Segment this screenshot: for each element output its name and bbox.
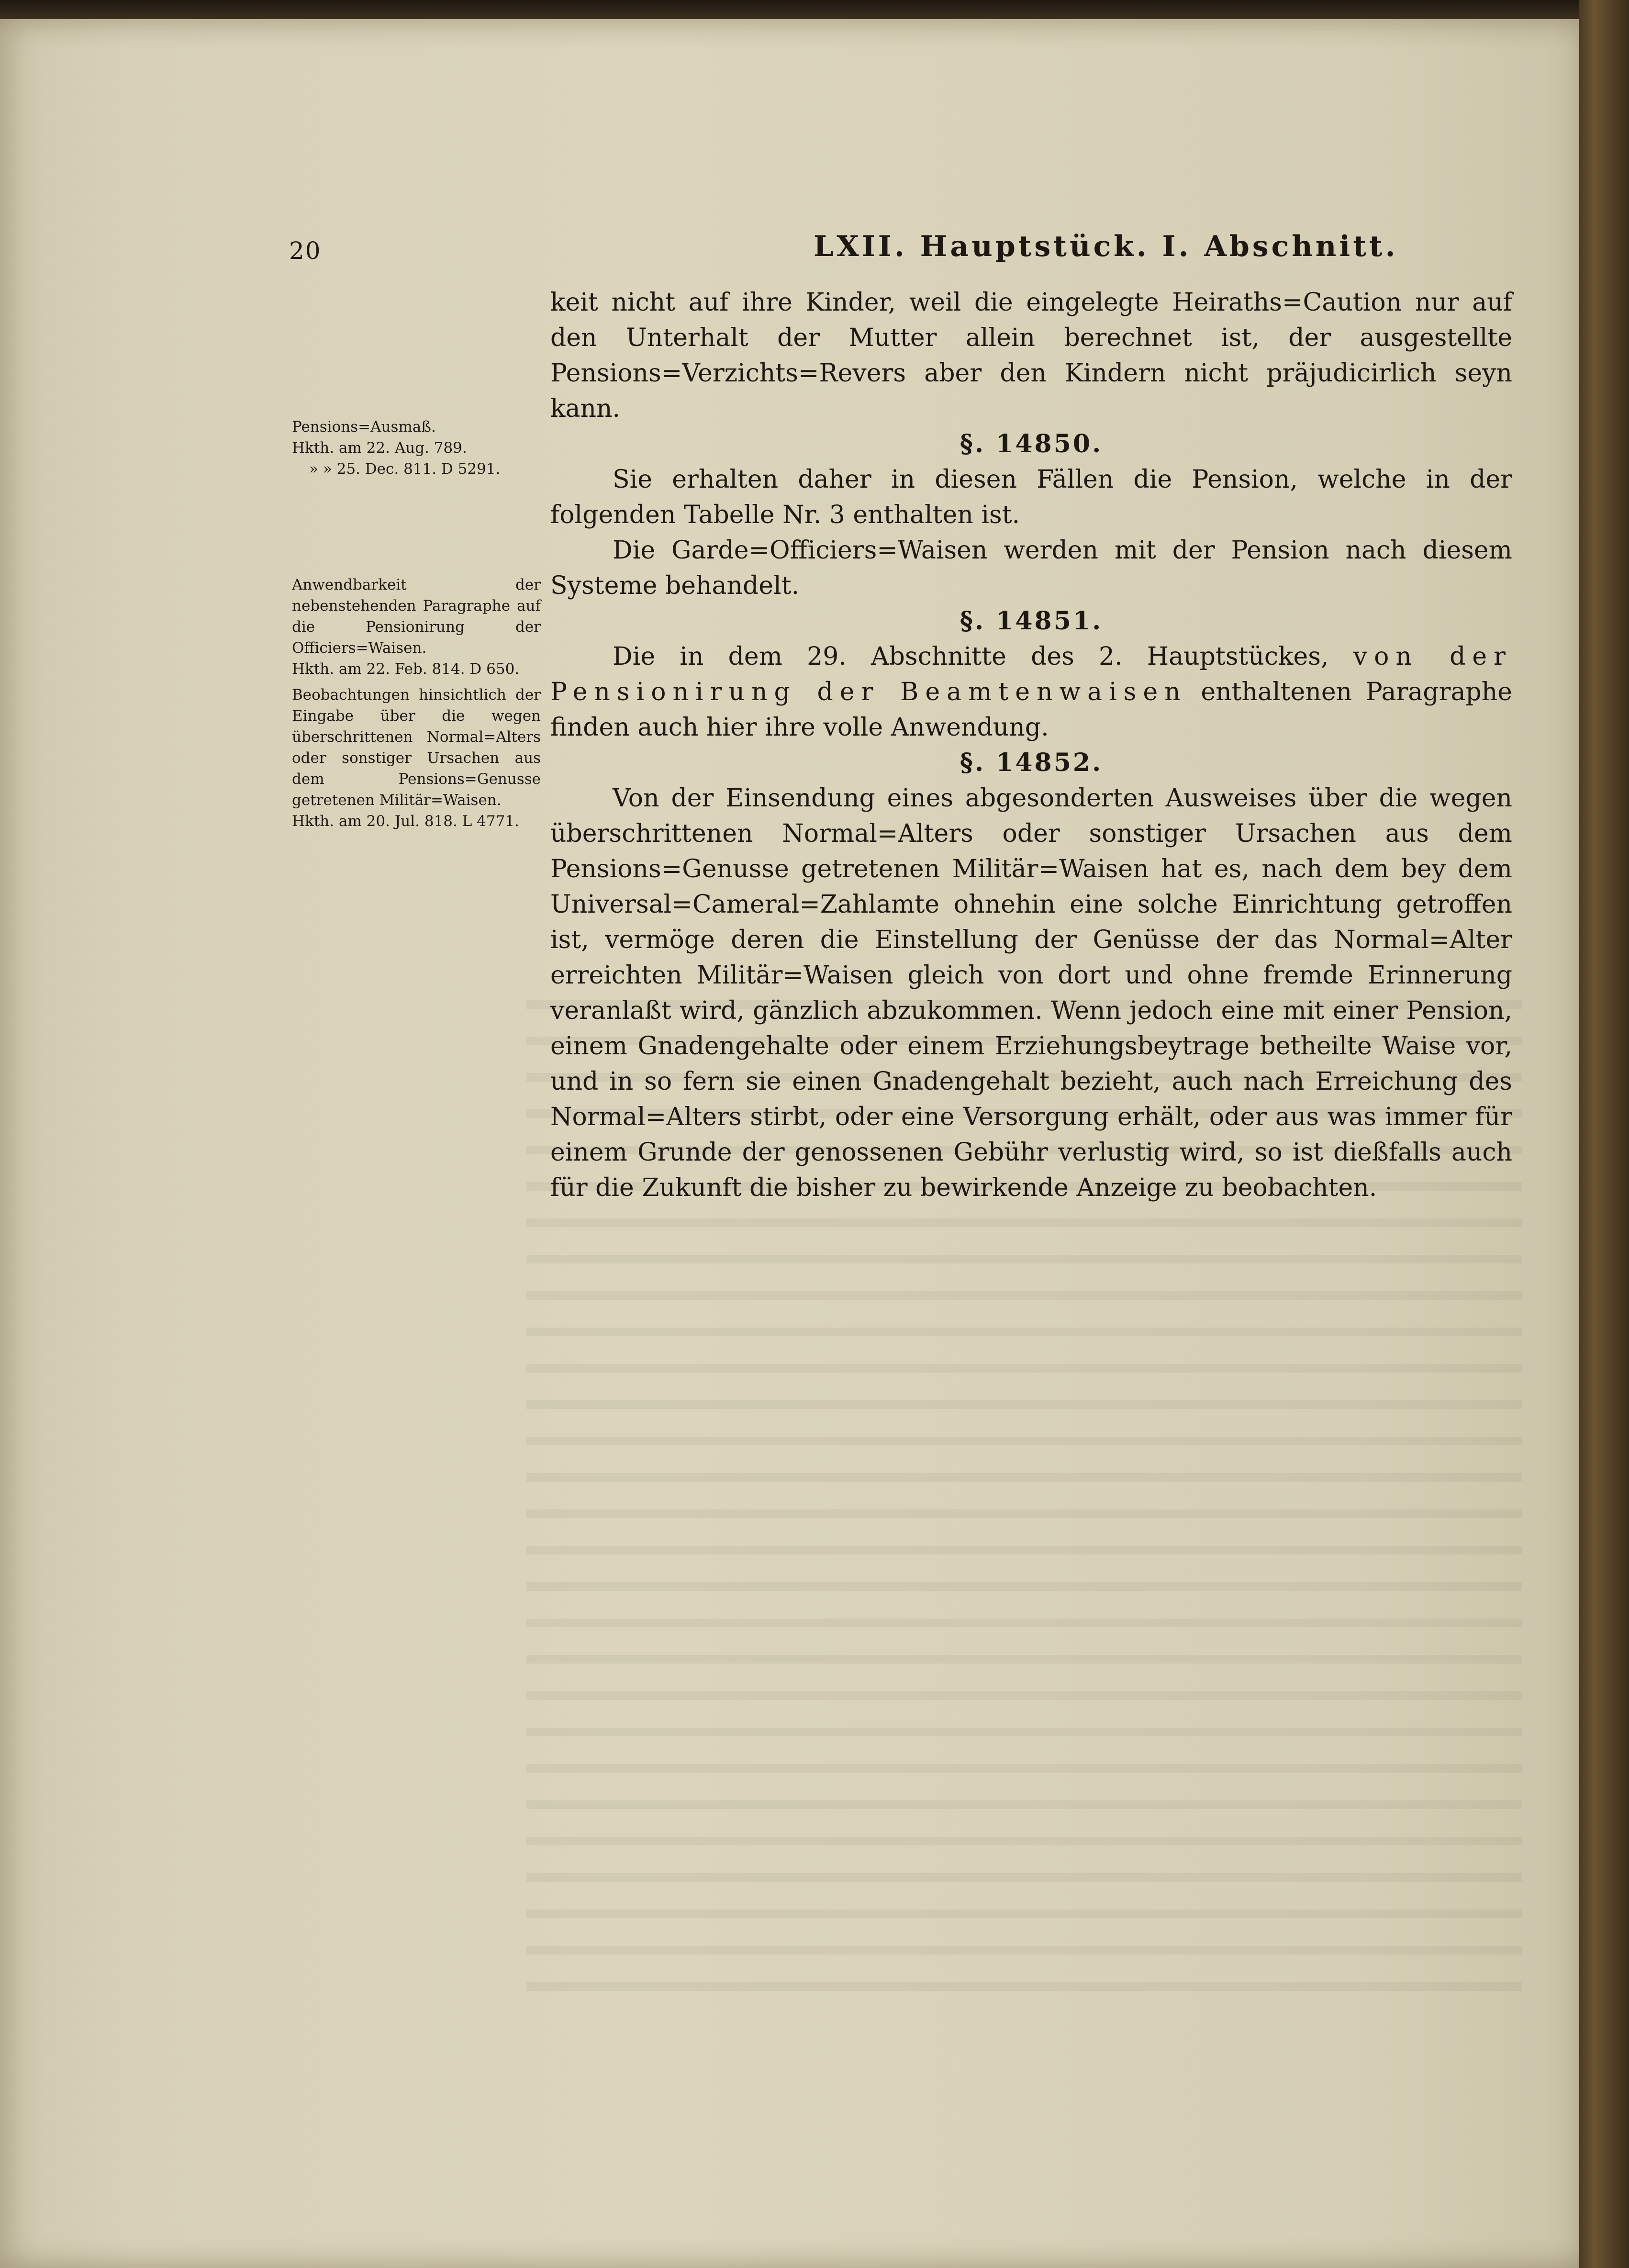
paragraph-4 [550,639,1512,745]
margin-note-1 [292,416,541,480]
margin-note-3-text: Beobachtungen hinsichtlich der Eingabe über die wegen überschrittenen Normal=Alters oder sonstiger Ursachen aus dem Pensions=Genusse getretenen Militär=Waisen. [292,686,541,809]
paragraph-3: Die Garde=Officiers=Waisen werden mit der Pension nach diesem Systeme behandelt. [550,536,1512,600]
page-number: 20 [289,237,322,265]
paragraph-4-part-c: enthaltenen Paragraphe finden auch hier ihre volle Anwendung. [550,678,1512,742]
book-fore-edge [1579,0,1629,2268]
paragraph-2: Sie erhalten daher in diesen Fällen die Pension, welche in der folgenden Tabelle Nr. 3 enthalten ist. [550,465,1512,529]
running-head: LXII. Hauptstück. I. Abschnitt. [814,230,1398,263]
section-heading-14851: §. 14851. [960,606,1103,636]
section-heading-14850: §. 14850. [960,429,1103,458]
margin-note-2 [292,574,541,680]
margin-note-2-text: Anwendbarkeit der nebenstehenden Paragraphe auf die Pensionirung der Officiers=Waisen. [292,576,541,657]
margin-note-1-title: Pensions=Ausmaß. [292,418,436,436]
margin-note-1-ref-2: » » 25. Dec. 811. D 5291. [309,460,501,478]
paper-sheet [0,19,1594,2268]
margin-note-3 [292,684,541,832]
margin-note-2-ref: Hkth. am 22. Feb. 814. D 650. [292,660,520,678]
paragraph-5: Von der Einsendung eines abgesonderten Ausweises über die wegen überschrittenen Normal=Alters oder sonstiger Ursachen aus dem Pensions=Genusse getretenen Militär=Waisen hat es, nach dem bey dem Universal=Cameral=Zahlamte ohnehin eine solche Einrichtung getroffen ist, vermöge deren die Einstellung der Genüsse der das Normal=Alter erreichten Militär=Waisen gleich von dort und ohne fremde Erinnerung veranlaßt wird, gänzlich abzukommen. Wenn jedoch eine mit einer Pension, einem Gnadengehalte oder einem Erziehungsbeytrage betheilte Waise vor, und in so fern sie einen Gnadengehalt bezieht, auch nach Erreichung des Normal=Alters stirbt, oder eine Versorgung erhält, oder aus was immer für einem Grunde der genossenen Gebühr verlustig wird, so ist dießfalls auch für die Zukunft die bisher zu bewirkende Anzeige zu beobachten. [550,784,1512,1202]
paragraph-4-part-a: Die in dem 29. Abschnitte des 2. Hauptstückes, [613,642,1353,671]
margin-note-1-ref-1: Hkth. am 22. Aug. 789. [292,439,467,457]
main-text [550,285,1512,1206]
paragraph-4-emphasis: von der Pensionirung der Beamtenwaisen [550,642,1513,706]
margin-note-3-ref: Hkth. am 20. Jul. 818. L 4771. [292,813,519,830]
paragraph-1: keit nicht auf ihre Kinder, weil die eingelegte Heiraths=Caution nur auf den Unterhalt der Mutter allein berechnet ist, der ausgestellte Pensions=Verzichts=Revers aber den Kindern nicht präjudicirlich seyn kann. [550,288,1512,423]
section-heading-14852: §. 14852. [960,748,1103,777]
scan-top-edge [0,0,1629,19]
